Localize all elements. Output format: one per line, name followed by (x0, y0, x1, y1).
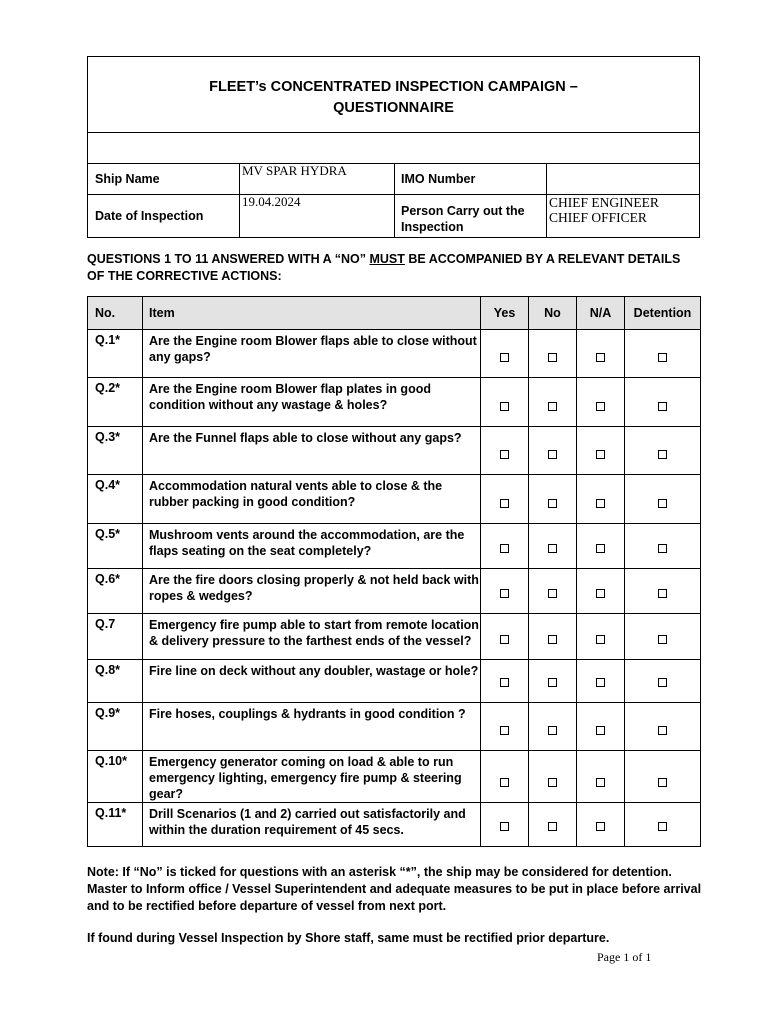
answer-cell-detention (625, 751, 701, 803)
column-header-yes: Yes (481, 297, 529, 330)
instruction-part-1: QUESTIONS 1 TO 11 ANSWERED WITH A “NO” (87, 252, 370, 266)
answer-cell-yes (481, 475, 529, 524)
answer-cell-detention (625, 378, 701, 427)
answer-cell-yes (481, 427, 529, 475)
table-row (88, 330, 701, 378)
question-text: Are the Engine room Blower flap plates in good condition without any wastage & holes? (143, 378, 481, 427)
answer-cell-no (529, 427, 577, 475)
table-row (88, 660, 701, 703)
checkbox-yes[interactable] (500, 678, 509, 687)
ship-name-label: Ship Name (88, 164, 240, 194)
answer-cell-yes (481, 614, 529, 660)
imo-number-label: IMO Number (395, 164, 547, 194)
answer-cell-no (529, 569, 577, 614)
question-number: Q.9* (88, 703, 143, 751)
blank-row (88, 133, 699, 164)
answer-cell-no (529, 803, 577, 847)
answer-cell-na (577, 751, 625, 803)
checkbox-yes[interactable] (500, 353, 509, 362)
question-number: Q.8* (88, 660, 143, 703)
answer-cell-na (577, 569, 625, 614)
answer-cell-detention (625, 703, 701, 751)
answer-cell-yes (481, 703, 529, 751)
answer-cell-yes (481, 803, 529, 847)
checkbox-detention[interactable] (658, 778, 667, 787)
ship-name-value: MV SPAR HYDRA (240, 164, 395, 194)
answer-cell-yes (481, 330, 529, 378)
question-number: Q.7 (88, 614, 143, 660)
title-line-2: QUESTIONNAIRE (333, 100, 454, 116)
checkbox-yes[interactable] (500, 822, 509, 831)
answer-cell-no (529, 751, 577, 803)
question-text: Are the Engine room Blower flaps able to close without any gaps? (143, 330, 481, 378)
answer-cell-na (577, 330, 625, 378)
table-header-row (88, 297, 701, 330)
answer-cell-na (577, 475, 625, 524)
header-box (87, 56, 700, 238)
answer-cell-detention (625, 330, 701, 378)
question-text: Fire hoses, couplings & hydrants in good condition ? (143, 703, 481, 751)
person-value (547, 195, 699, 237)
checkbox-na[interactable] (596, 589, 605, 598)
answer-cell-na (577, 524, 625, 569)
person-value-line-2: CHIEF OFFICER (549, 210, 647, 225)
checkbox-yes[interactable] (500, 450, 509, 459)
answer-cell-detention (625, 524, 701, 569)
table-row (88, 703, 701, 751)
questionnaire-table (87, 296, 701, 847)
checkbox-yes[interactable] (500, 778, 509, 787)
answer-cell-no (529, 330, 577, 378)
answer-cell-no (529, 614, 577, 660)
question-number: Q.3* (88, 427, 143, 475)
answer-cell-na (577, 803, 625, 847)
question-number: Q.4* (88, 475, 143, 524)
checkbox-no[interactable] (548, 822, 557, 831)
checkbox-na[interactable] (596, 778, 605, 787)
answer-cell-na (577, 703, 625, 751)
answer-cell-detention (625, 427, 701, 475)
checkbox-detention[interactable] (658, 450, 667, 459)
answer-cell-na (577, 660, 625, 703)
answer-cell-na (577, 427, 625, 475)
answer-cell-detention (625, 803, 701, 847)
answer-cell-no (529, 660, 577, 703)
checkbox-no[interactable] (548, 635, 557, 644)
column-header-item: Item (143, 297, 481, 330)
instruction-text (87, 251, 687, 285)
checkbox-yes[interactable] (500, 544, 509, 553)
person-value-line-1: CHIEF ENGINEER (549, 195, 659, 210)
question-text: Accommodation natural vents able to close & the rubber packing in good condition? (143, 475, 481, 524)
column-header-no-answer: No (529, 297, 577, 330)
checkbox-detention[interactable] (658, 589, 667, 598)
column-header-detention: Detention (625, 297, 701, 330)
document-title (88, 57, 699, 133)
answer-cell-detention (625, 660, 701, 703)
checkbox-no[interactable] (548, 499, 557, 508)
question-text: Emergency generator coming on load & able to run emergency lighting, emergency fire pump & steering gear? (143, 751, 481, 803)
date-of-inspection-label: Date of Inspection (88, 195, 240, 237)
answer-cell-na (577, 378, 625, 427)
question-text: Fire line on deck without any doubler, wastage or hole? (143, 660, 481, 703)
checkbox-detention[interactable] (658, 635, 667, 644)
question-number: Q.6* (88, 569, 143, 614)
question-number: Q.1* (88, 330, 143, 378)
checkbox-no[interactable] (548, 544, 557, 553)
answer-cell-detention (625, 475, 701, 524)
question-text: Emergency fire pump able to start from remote location & delivery pressure to the farthest ends of the vessel? (143, 614, 481, 660)
checkbox-na[interactable] (596, 678, 605, 687)
table-row (88, 614, 701, 660)
answer-cell-detention (625, 614, 701, 660)
instruction-part-2: BE ACCOMPANIED BY A RELEVANT DETAILS OF THE CORRECTIVE ACTIONS: (87, 252, 681, 283)
answer-cell-yes (481, 378, 529, 427)
answer-cell-yes (481, 569, 529, 614)
answer-cell-na (577, 614, 625, 660)
answer-cell-no (529, 378, 577, 427)
checkbox-na[interactable] (596, 635, 605, 644)
page-number: Page 1 of 1 (597, 950, 652, 964)
answer-cell-yes (481, 524, 529, 569)
checkbox-detention[interactable] (658, 822, 667, 831)
question-text: Are the Funnel flaps able to close without any gaps? (143, 427, 481, 475)
column-header-no: No. (88, 297, 143, 330)
checkbox-no[interactable] (548, 678, 557, 687)
table-row (88, 803, 701, 847)
question-number: Q.11* (88, 803, 143, 847)
question-text: Mushroom vents around the accommodation, are the flaps seating on the seat completely? (143, 524, 481, 569)
checkbox-yes[interactable] (500, 402, 509, 411)
column-header-na: N/A (577, 297, 625, 330)
checkbox-yes[interactable] (500, 726, 509, 735)
table-row (88, 569, 701, 614)
question-text: Drill Scenarios (1 and 2) carried out satisfactorily and within the duration requirement of 45 secs. (143, 803, 481, 847)
checkbox-detention[interactable] (658, 726, 667, 735)
instruction-emphasis: MUST (369, 252, 405, 266)
table-row (88, 427, 701, 475)
table-row (88, 524, 701, 569)
question-number: Q.10* (88, 751, 143, 803)
person-label: Person Carry out the Inspection (395, 195, 547, 237)
shore-staff-note: If found during Vessel Inspection by Shore staff, same must be rectified prior departure. (87, 931, 610, 945)
checkbox-detention[interactable] (658, 402, 667, 411)
checkbox-detention[interactable] (658, 353, 667, 362)
checkbox-detention[interactable] (658, 678, 667, 687)
checkbox-no[interactable] (548, 450, 557, 459)
ship-info-row (88, 164, 699, 195)
checkbox-na[interactable] (596, 353, 605, 362)
question-number: Q.5* (88, 524, 143, 569)
checkbox-no[interactable] (548, 778, 557, 787)
answer-cell-no (529, 524, 577, 569)
detention-note: Note: If “No” is ticked for questions with an asterisk “*”, the ship may be considered for detention. Master to Inform office / Vessel Superintendent and adequate measures to be put in place before arrival and to be rectified before departure of vessel from next port. (87, 865, 702, 913)
checkbox-no[interactable] (548, 726, 557, 735)
title-line-1: FLEET’s CONCENTRATED INSPECTION CAMPAIGN – (209, 79, 578, 95)
checkbox-na[interactable] (596, 450, 605, 459)
checkbox-no[interactable] (548, 589, 557, 598)
table-row (88, 475, 701, 524)
checkbox-na[interactable] (596, 499, 605, 508)
checkbox-na[interactable] (596, 402, 605, 411)
answer-cell-yes (481, 660, 529, 703)
checkbox-detention[interactable] (658, 499, 667, 508)
table-row (88, 378, 701, 427)
checkbox-na[interactable] (596, 544, 605, 553)
checkbox-yes[interactable] (500, 635, 509, 644)
date-of-inspection-value: 19.04.2024 (240, 195, 395, 237)
answer-cell-no (529, 703, 577, 751)
answer-cell-yes (481, 751, 529, 803)
checkbox-yes[interactable] (500, 589, 509, 598)
checkbox-detention[interactable] (658, 544, 667, 553)
checkbox-na[interactable] (596, 726, 605, 735)
checkbox-no[interactable] (548, 402, 557, 411)
table-row (88, 751, 701, 803)
answer-cell-detention (625, 569, 701, 614)
question-number: Q.2* (88, 378, 143, 427)
checkbox-no[interactable] (548, 353, 557, 362)
checkbox-yes[interactable] (500, 499, 509, 508)
imo-number-value (547, 164, 699, 194)
inspection-info-row (88, 195, 699, 237)
answer-cell-no (529, 475, 577, 524)
checkbox-na[interactable] (596, 822, 605, 831)
question-text: Are the fire doors closing properly & not held back with ropes & wedges? (143, 569, 481, 614)
table-body (88, 330, 701, 847)
